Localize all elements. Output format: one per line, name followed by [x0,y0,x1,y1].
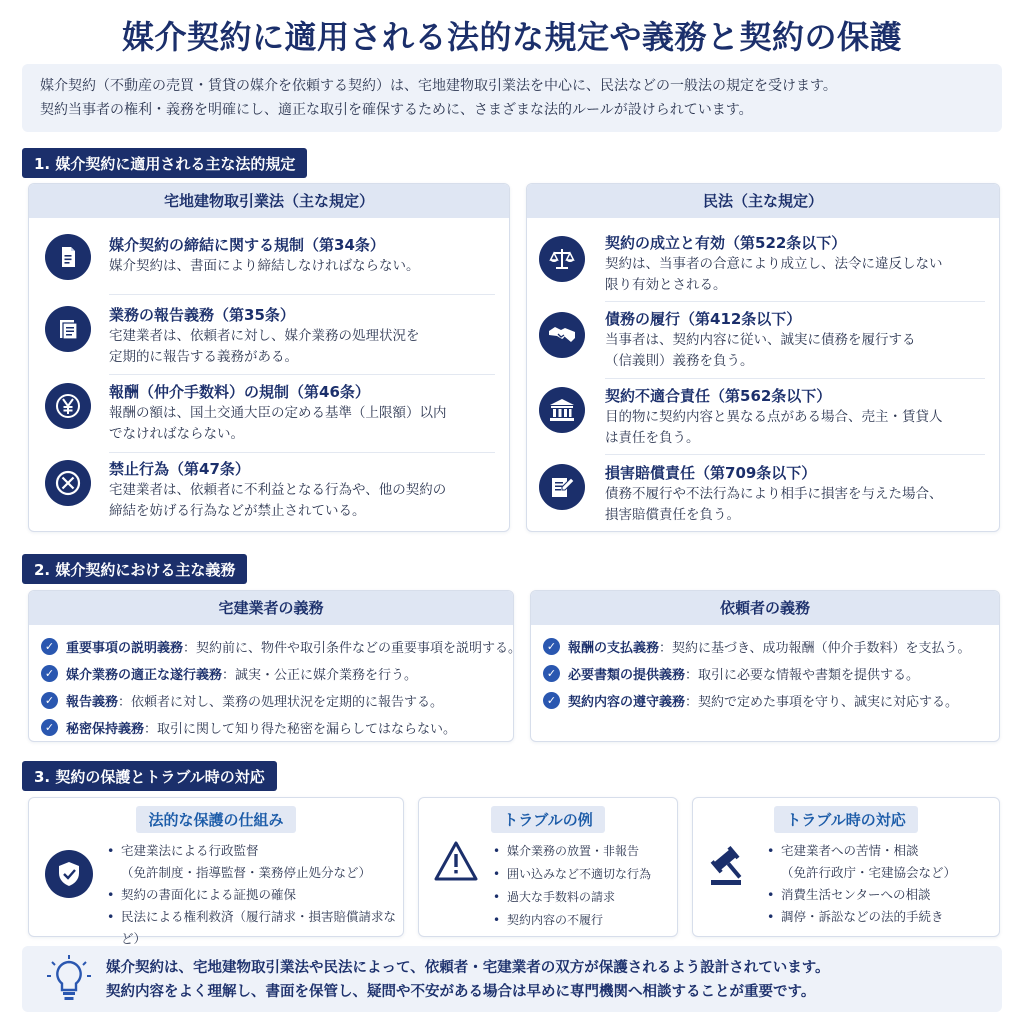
duty-item [543,687,999,714]
duty-term: 重要事項の説明義務 [66,641,184,656]
protection-item: • 宅建業法による行政監督 [107,840,403,862]
duty-term: 契約内容の遵守義務 [568,695,686,710]
trouble-examples-panel [418,797,678,937]
duty-item [543,660,999,687]
trouble-examples-title: トラブルの例 [491,806,604,833]
divider [605,301,985,302]
duty-text: ：契約前に、物件や取引条件などの重要事項を説明する。 [183,641,522,656]
divider [605,454,985,455]
yen-icon [45,383,91,429]
law-item-title: 損害賠償責任（第709条以下） [605,464,817,482]
prohibited-icon [45,460,91,506]
law-item-desc: 目的物に契約内容と異なる点がある場合、売主・賃貸人 [605,409,943,425]
law-item-title: 媒介契約の締結に関する規制（第34条） [109,236,385,254]
trouble-response-panel [692,797,1000,937]
duty-item [41,633,522,660]
duty-item [41,660,513,687]
footer-note [22,946,1002,1012]
trouble-response-item: • 調停・訴訟などの法的手続き [767,906,956,928]
gavel-icon [707,846,755,892]
protection-item: • 契約の書面化による証拠の確保 [107,884,403,906]
duty-text: ：依頼者に対し、業務の処理状況を定期的に報告する。 [118,695,444,710]
section-2-heading: 2. 媒介契約における主な義務 [22,554,247,584]
duty-term: 報告義務 [66,695,119,710]
intro-line-2: 契約当事者の権利・義務を明確にし、適正な取引を確保するために、さまざまな法的ルールが設けられています。 [40,102,753,118]
law-item-desc: 限り有効とされる。 [605,277,727,293]
duty-term: 必要書類の提供義務 [568,668,686,683]
trouble-example-item: • 囲い込みなど不適切な行為 [493,863,651,886]
check-icon: ✓ [543,638,560,655]
civil-law-panel [526,183,1000,532]
check-icon: ✓ [543,665,560,682]
law-item-desc: 宅建業者は、依頼者に不利益となる行為や、他の契約の [109,482,447,498]
report-icon [45,306,91,352]
client-duties-header: 依頼者の義務 [531,591,999,625]
broker-duties-header: 宅建業者の義務 [29,591,513,625]
duty-text: ：取引に必要な情報や書類を提供する。 [685,668,920,683]
duty-item [41,687,513,714]
protection-item: • 民法による権利救済（履行請求・損害賠償請求など） [107,906,403,950]
footer-line-2: 契約内容をよく理解し、書面を保管し、疑問や不安がある場合は早めに専門機関へ相談することが重要です。 [106,984,816,1000]
trouble-example-item: • 過大な手数料の請求 [493,886,651,909]
trouble-response-item: • 宅建業者への苦情・相談 [767,840,956,862]
law-item-desc: でなければならない。 [109,426,244,442]
section-3-heading: 3. 契約の保護とトラブル時の対応 [22,761,277,791]
trouble-example-item: • 契約内容の不履行 [493,909,651,932]
duty-text: ：取引に関して知り得た秘密を漏らしてはならない。 [144,722,457,737]
handshake-icon [539,312,585,358]
law-item-desc: 締結を妨げる行為などが禁止されている。 [109,503,366,519]
law-item-desc: 定期的に報告する義務がある。 [109,349,298,365]
section-1-heading: 1. 媒介契約に適用される主な法的規定 [22,148,307,178]
scales-icon [539,236,585,282]
trouble-example-item: • 媒介業務の放置・非報告 [493,840,651,863]
law-item-desc: 媒介契約は、書面により締結しなければならない。 [109,258,420,274]
lightbulb-icon [46,954,92,1008]
broker-duties-panel [28,590,522,742]
divider [109,374,495,375]
shield-icon [45,850,93,898]
law-item-title: 契約不適合責任（第562条以下） [605,387,832,405]
footer-line-1: 媒介契約は、宅地建物取引業法や民法によって、依頼者・宅建業者の双方が保護されるよう設計されています。 [106,960,830,976]
protection-panel [28,797,404,946]
divider [605,378,985,379]
check-icon: ✓ [41,665,58,682]
law-item-desc: 契約は、当事者の合意により成立し、法令に違反しない [605,256,943,272]
civil-law-header: 民法（主な規定） [527,184,999,218]
check-icon: ✓ [41,638,58,655]
law-item-desc: 当事者は、契約内容に従い、誠実に債務を履行する [605,332,916,348]
intro-line-1: 媒介契約（不動産の売買・賃貸の媒介を依頼する契約）は、宅地建物取引業法を中心に、民法などの一般法の規定を受けます。 [40,78,837,94]
takken-law-header: 宅地建物取引業法（主な規定） [29,184,509,218]
page-title: 媒介契約に適用される法的な規定や義務と契約の保護 [121,18,902,56]
law-item-desc: 債務不履行や不法行為により相手に損害を与えた場合、 [605,486,943,502]
check-icon: ✓ [41,692,58,709]
law-item-desc: 報酬の額は、国土交通大臣の定める基準（上限額）以内 [109,405,447,421]
warning-icon [433,840,479,886]
divider [109,294,495,295]
trouble-response-item: • 消費生活センターへの相談 [767,884,956,906]
divider [109,452,495,453]
edit-icon [539,464,585,510]
law-item-desc: （信義則）義務を負う。 [605,353,754,369]
duty-text: ：契約に基づき、成功報酬（仲介手数料）を支払う。 [659,641,971,656]
protection-title: 法的な保護の仕組み [136,806,295,833]
law-item-title: 債務の履行（第412条以下） [605,310,802,328]
protection-item-note: （免許制度・指導監督・業務停止処分など） [121,865,372,880]
duty-term: 報酬の支払義務 [568,641,660,656]
law-item-title: 報酬（仲介手数料）の規制（第46条） [109,383,370,401]
duty-text: ：誠実・公正に媒介業務を行う。 [222,668,418,683]
law-item-desc: 宅建業者は、依頼者に対し、媒介業務の処理状況を [109,328,420,344]
duty-term: 秘密保持義務 [66,722,145,737]
check-icon: ✓ [543,692,560,709]
law-item-desc: は責任を負う。 [605,430,700,446]
intro-box [22,64,1002,132]
duty-item [41,714,513,741]
check-icon: ✓ [41,719,58,736]
bank-icon [539,387,585,433]
law-item-desc: 損害賠償責任を負う。 [605,507,740,523]
law-item-title: 業務の報告義務（第35条） [109,306,295,324]
trouble-response-title: トラブル時の対応 [774,806,917,833]
document-icon [45,234,91,280]
duty-text: ：契約で定めた事項を守り、誠実に対応する。 [685,695,959,710]
trouble-response-note: （免許行政庁・宅建協会など） [781,865,957,880]
law-item-title: 契約の成立と有効（第522条以下） [605,234,847,252]
law-item-title: 禁止行為（第47条） [109,460,250,478]
takken-law-panel [28,183,510,532]
duty-item [543,633,999,660]
duty-term: 媒介業務の適正な遂行義務 [66,668,223,683]
client-duties-panel [530,590,1000,742]
